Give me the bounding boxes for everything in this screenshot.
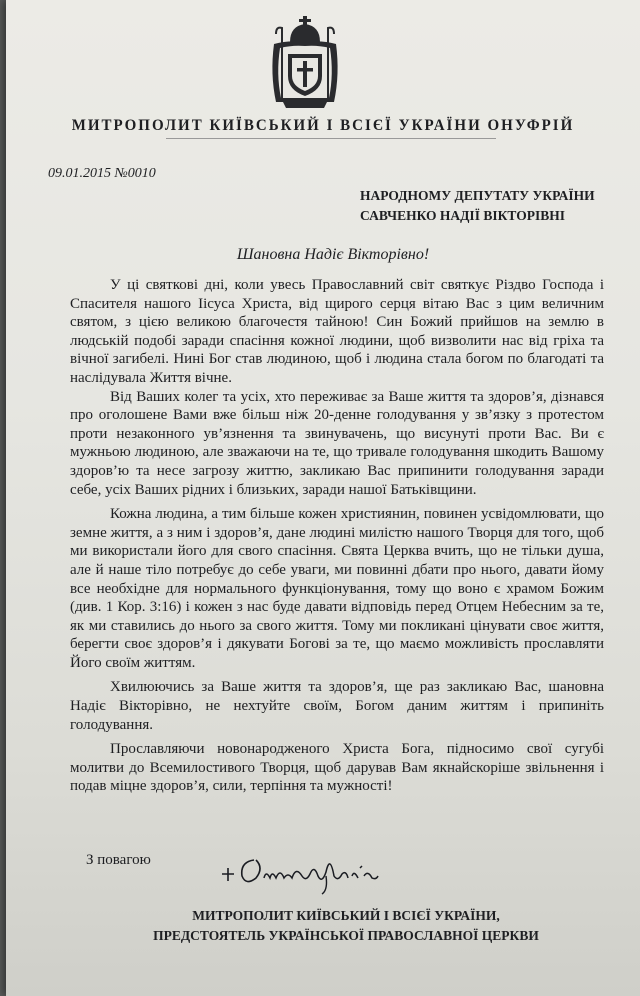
date-number: 09.01.2015 №0010 [48,166,156,181]
signature-line-2: ПРЕДСТОЯТЕЛЬ УКРАЇНСЬКОЇ ПРАВОСЛАВНОЇ ЦЕРКВИ [153,928,539,943]
letterhead-divider [166,138,496,139]
paragraph: Прославляючи новонародженого Христа Бога, підносимо свої сугубі молитви до Всемилостивого Творця, щоб дарував Вам якнайскоріше звільнення і подав міцне здоров’я, сили, терпіння та мужності! [70,741,604,795]
recipient-block [360,186,595,226]
paragraph: У ці святкові дні, коли увесь Православний світ святкує Різдво Господа і Спасителя нашого Іісуса Христа, від щирого серця вітаю Вас з цим величним святом, з цією великою благочестя тайною! Син Божий прийшов на землю в людській подобі заради спасіння кожної людини, щоб визволити нас від гріха та вічної загибелі. Нині Бог став людиною, щоб і людина стала богом по благодаті та наслідувала Життя вічне. [70,277,604,386]
letterhead-title: МИТРОПОЛИТ КИЇВСЬКИЙ І ВСІЄЇ УКРАЇНИ ОНУФРІЙ [71,117,575,135]
handwritten-signature [218,846,382,896]
letter-body [70,276,604,802]
recipient-line-2: САВЧЕНКО НАДІЇ ВІКТОРІВНІ [360,208,565,223]
salutation: Шановна Надіє Вікторівно! [236,246,430,263]
paragraph: Від Ваших колег та усіх, хто переживає за Ваше життя та здоров’я, дізнався про оголошене Вами вже більш ніж 20-денне голодування у зв’язку з протестом проти незаконного ув’язнення та звинувачень, що висунуті проти Вас. Ви є мужньою людиною, але зважаючи на те, що тривале голодування шкодить Вашому здоров’ю та несе загрозу життю, закликаю Вас припинити голодування заради себе, усіх Ваших рідних і близьких, заради нашої Батьківщини. [70,388,604,498]
paragraph: Кожна людина, а тим більше кожен християнин, повинен усвідомлювати, що земне життя, а з ним і здоров’я, дане людині милістю нашого Творця для того, щоб ми використали його для свого спасіння. Свята Церква вчить, що не тільки душа, але й наше тіло потребує до себе уваги, ми повинні дбати про нього, давати йому все необхідне для нормального функціонування, тому що воно є храмом Божим (див. 1 Кор. 3:16) і кожен з нас буде давати відповідь перед Отцем Небесним за те, як ми ставились до нього за свого життя. Тому ми покликані цінувати своє життя, берегти своє здоров’я і дякувати Богові за те, що маємо можливість прославляти Його своїм життям. [70,506,604,671]
letter-sheet [6,0,640,996]
signature-line-1: МИТРОПОЛИТ КИЇВСЬКИЙ І ВСІЄЇ УКРАЇНИ, [192,908,500,923]
closing-phrase: З повагою [86,852,151,868]
recipient-line-1: НАРОДНОМУ ДЕПУТАТУ УКРАЇНИ [360,188,595,203]
church-crest-icon [268,14,342,110]
signature-block [136,906,556,946]
paragraph: Хвилюючись за Ваше життя та здоров’я, ще раз закликаю Вас, шановна Надіє Вікторівно, не нехтуйте своїм, Богом даним життям і припиніть голодування. [70,679,604,733]
